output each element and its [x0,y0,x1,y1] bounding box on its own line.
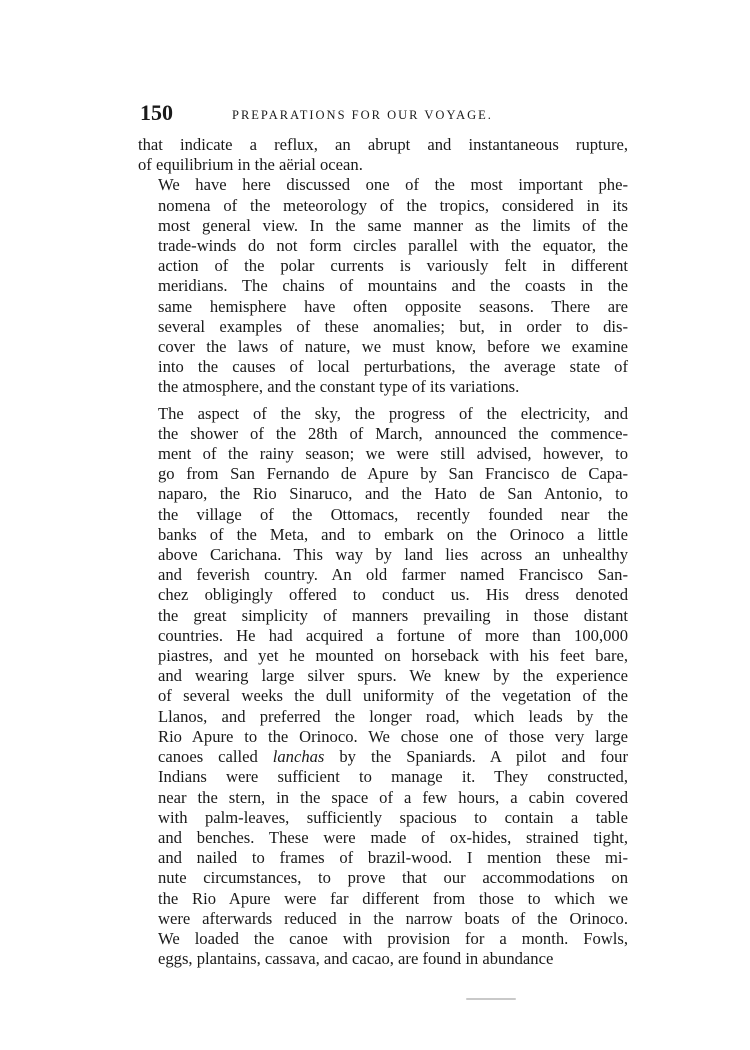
text-line: of equilibrium in the aërial ocean. [138,155,363,175]
text-line: banks of the Meta, and to embark on the Orinoco a little [158,524,628,544]
text-line: meridians. The chains of mountains and the coasts in the [158,276,628,296]
text-line: were afterwards reduced in the narrow boats of the Orinoco. [158,908,628,928]
text-line: into the causes of local perturbations, the average state of [158,357,628,377]
text-line: We have here discussed one of the most important phe- [158,175,628,195]
text-line: naparo, the Rio Sinaruco, and the Hato de San Antonio, to [158,484,628,504]
paragraph [138,175,628,397]
text-line: that indicate a reflux, an abrupt and instantaneous rupture, [138,135,628,154]
text-line: of several weeks the dull uniformity of the vegetation of the [158,686,628,706]
paragraph [138,404,628,970]
text-line: above Carichana. This way by land lies across an unhealthy [158,545,628,565]
text-line: and nailed to frames of brazil-wood. I mention these mi- [158,848,628,868]
text-line: the shower of the 28th of March, announced the commence- [158,423,628,443]
text-line: chez obligingly offered to conduct us. His dress denoted [158,585,628,605]
text-line: and feverish country. An old farmer named Francisco San- [158,565,628,585]
text-line: trade-winds do not form circles parallel with the equator, the [158,236,628,256]
text-line: the Rio Apure were far different from those to which we [158,888,628,908]
text-line: Rio Apure to the Orinoco. We chose one of those very large [158,726,628,746]
text-line: go from San Fernando de Apure by San Francisco de Capa- [158,464,628,484]
text-line: We loaded the canoe with provision for a month. Fowls, [158,928,628,948]
text-line: the village of the Ottomacs, recently founded near the [158,504,628,524]
text-line: the atmosphere, and the constant type of its variations. [158,377,520,397]
text-line: cover the laws of nature, we must know, before we examine [158,337,628,357]
text-line: several examples of these anomalies; but, in order to dis- [158,316,628,336]
text-line: eggs, plantains, cassava, and cacao, are found in abundance [158,949,554,969]
page-smudge-mark [466,998,516,1000]
text-line: countries. He had acquired a fortune of more than 100,000 [158,625,628,645]
text-line: Indians were sufficient to manage it. They constructed, [158,767,628,787]
text-line: near the stern, in the space of a few hours, a cabin covered [158,787,628,807]
text-line: Llanos, and preferred the longer road, which leads by the [158,706,628,726]
page-header [140,98,628,128]
text-line: with palm-leaves, sufficiently spacious to contain a table [158,807,628,827]
text-line: same hemisphere have often opposite seasons. There are [158,296,628,316]
text-line: and benches. These were made of ox-hides, strained tight, [158,827,628,847]
text-line: the great simplicity of manners prevailing in those distant [158,605,628,625]
running-head: PREPARATIONS FOR OUR VOYAGE. [232,108,493,122]
text-line: nomena of the meteorology of the tropics, considered in its [158,195,628,215]
text-line: ment of the rainy season; we were still advised, however, to [158,444,628,464]
text-line: piastres, and yet he mounted on horseback with his feet bare, [158,646,628,666]
text-line: most general view. In the same manner as the limits of the [158,215,628,235]
text-line: nute circumstances, to prove that our accommodations on [158,868,628,888]
text-line: action of the polar currents is variously felt in different [158,256,628,276]
paragraph [138,135,628,175]
text-line: and wearing large silver spurs. We knew by the experience [158,666,628,686]
text-line: The aspect of the sky, the progress of the electricity, and [158,403,628,423]
text-line: canoes called lanchas by the Spaniards. A pilot and four [158,747,628,767]
italic-term: lanchas [272,747,325,767]
page-number: 150 [140,100,173,125]
body-text [138,135,628,969]
